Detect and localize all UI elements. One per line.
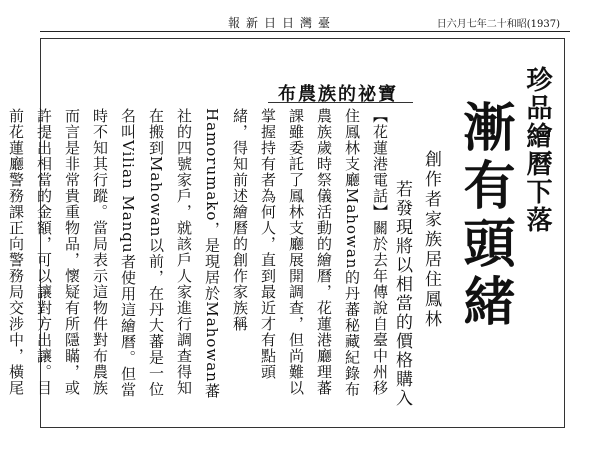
article-body <box>7 108 394 408</box>
masthead-paper-name: 報新日日灣臺 <box>228 16 337 30</box>
article-body-text: 【花蓮港電話】關於去年傳說自臺中州移住鳳林支廳Mahowan的丹蕃秘藏紀錄布農族歲時祭儀活動的繪曆，花蓮港廳理蕃課雖委託了鳳林支廳展開調查，但尚難以掌握持有者為何人，直到最近才有點頭緒，得知前述繪曆的創作家族稱Hamorumako，是現居於Mahowan蕃社的四號家戶，就該戶人家進行調查得知在搬到Mahowan以前，在丹大蕃是一位名叫Vilian Manqu者使用這繪曆。但當時不知其行蹤。當局表示這物件對布農族而言是非常貴重物品，懷疑有所隱瞞，或許提出相當的金額，可以讓對方出讓。目前花蓮廳警務課正向警務局交涉中，橫尾 <box>7 108 389 399</box>
section-title: 布農族的祕寶 <box>278 84 398 105</box>
section-title-rule <box>268 102 413 103</box>
masthead-rule <box>40 31 570 32</box>
article-subhead-1: 創作者家族居住鳳林 <box>421 150 441 330</box>
masthead-date: 日六月七年二十和昭(1937) <box>436 19 560 30</box>
article-subhead-2: 若發現將以相當的價格購入 <box>392 180 412 408</box>
article-kicker: 珍品繪曆下落 <box>522 66 552 234</box>
article-headline: 漸有頭緒 <box>454 100 515 332</box>
